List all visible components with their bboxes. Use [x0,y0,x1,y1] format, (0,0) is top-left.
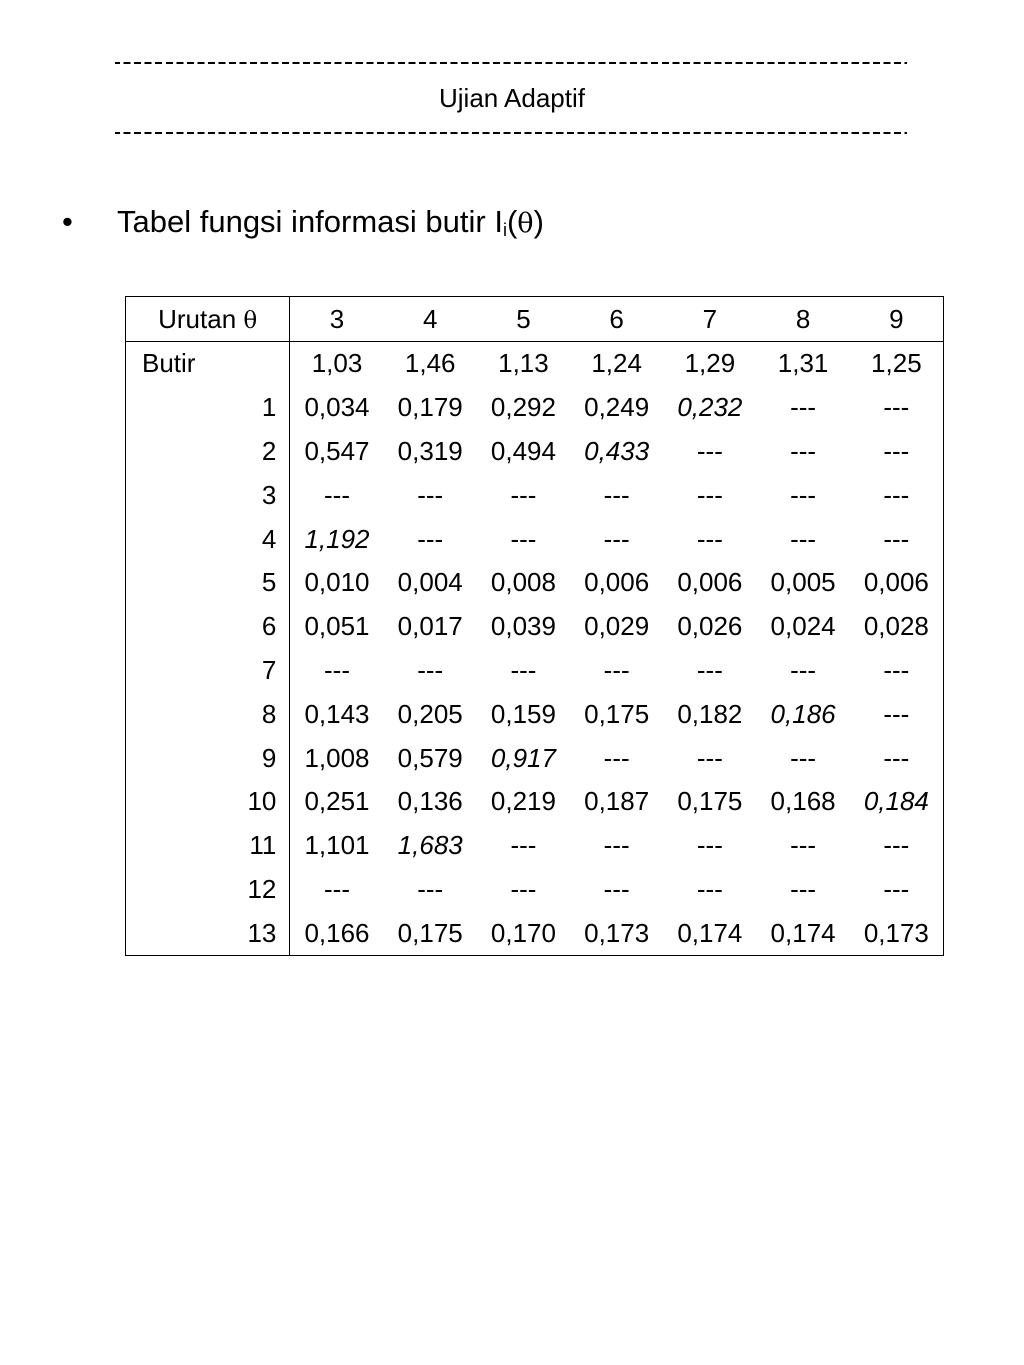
table-row [126,780,944,824]
info-value-cell: 0,175 [677,786,743,817]
theta-row-label: Butir [126,342,290,386]
info-value-cell: 0,136 [397,786,463,817]
table-row [126,911,944,955]
info-value-cell: 0,249 [584,392,650,423]
info-value-cell: 0,182 [677,698,743,729]
column-header: 9 [850,297,944,342]
info-value-cell: --- [883,698,910,729]
info-value-cell: --- [603,830,630,861]
bullet-heading [62,200,544,252]
item-number: 10 [126,780,290,824]
info-value-cell: --- [603,479,630,510]
info-value-cell: --- [883,654,910,685]
column-header: 5 [477,297,570,342]
column-header: 4 [384,297,477,342]
item-number: 1 [126,386,290,430]
theta-row [126,342,944,386]
info-value-cell: 0,173 [584,917,650,948]
info-value-cell: --- [510,654,537,685]
info-value-cell: 0,175 [397,917,463,948]
info-value-cell: --- [790,479,817,510]
information-function-table [125,296,944,956]
info-value-cell: 0,006 [677,567,743,598]
info-value-cell: 0,184 [863,786,929,817]
item-number: 3 [126,473,290,517]
info-value-cell: --- [883,435,910,466]
table-row [126,473,944,517]
info-value-cell: 0,319 [397,435,463,466]
info-value-cell: 0,232 [677,392,743,423]
theta-value: 1,24 [591,348,642,379]
info-value-cell: --- [790,742,817,773]
table-body [126,342,944,956]
info-value-cell: --- [790,654,817,685]
info-value-cell: 0,006 [863,567,929,598]
info-value-cell: 0,029 [584,611,650,642]
corner-header [126,297,290,342]
info-value-cell: --- [790,873,817,904]
info-value-cell: 0,004 [397,567,463,598]
theta-value: 1,25 [871,348,922,379]
bullet-text [117,200,544,252]
info-value-cell: --- [324,654,350,685]
table-row [126,692,944,736]
bullet-subscript: i [502,220,507,240]
info-value-cell: --- [696,435,723,466]
bullet-text-main: Tabel fungsi informasi butir I [117,204,503,239]
info-value-cell: 0,186 [770,698,836,729]
theta-value: 1,03 [311,348,363,379]
info-value-cell: --- [883,830,910,861]
info-value-cell: 0,017 [397,611,463,642]
info-value-cell: 0,143 [304,698,370,729]
table-row [126,605,944,649]
corner-theta: θ [243,307,258,334]
info-value-cell: 0,179 [397,392,463,423]
info-value-cell: 0,159 [490,698,556,729]
info-value-cell: --- [696,523,723,554]
item-number: 7 [126,649,290,693]
info-value-cell: --- [510,830,537,861]
info-value-cell: --- [603,654,630,685]
info-value-cell: --- [696,830,723,861]
info-value-cell: 0,251 [304,786,370,817]
info-value-cell: 0,547 [304,435,370,466]
item-number: 6 [126,605,290,649]
theta-value: 1,46 [404,348,456,379]
bullet-open-paren: ( [506,204,518,239]
info-value-cell: --- [324,479,350,510]
info-value-cell: --- [883,742,910,773]
theta-value: 1,31 [777,348,829,379]
info-value-cell: 0,175 [584,698,650,729]
info-value-cell: 1,101 [304,830,370,861]
column-header: 3 [290,297,384,342]
info-value-cell: 0,168 [770,786,836,817]
info-value-cell: --- [510,873,537,904]
info-value-cell: 0,034 [304,392,370,423]
info-value-cell: --- [603,873,630,904]
bullet-symbol: • [62,204,73,239]
info-value-cell: --- [696,479,723,510]
bullet-close-paren: ) [533,204,544,239]
info-value-cell: 0,010 [304,567,370,598]
table-header-row [126,297,944,342]
info-value-cell: 0,433 [584,435,650,466]
theta-value: 1,29 [684,348,736,379]
info-value-cell: --- [883,479,910,510]
info-value-cell: 0,024 [770,611,836,642]
info-value-cell: --- [603,523,630,554]
column-header: 8 [756,297,849,342]
table-row [126,868,944,912]
info-value-cell: 0,292 [490,392,556,423]
info-value-cell: 0,219 [490,786,556,817]
header-divider-bottom [115,132,907,134]
item-number: 2 [126,430,290,474]
info-value-cell: 0,174 [770,917,836,948]
info-value-cell: --- [510,523,537,554]
item-number: 11 [126,824,290,868]
column-header: 7 [663,297,756,342]
info-value-cell: --- [603,742,630,773]
item-number: 5 [126,561,290,605]
info-value-cell: 0,051 [304,611,370,642]
info-value-cell: 1,683 [397,830,463,861]
info-value-cell: 0,494 [490,435,556,466]
info-value-cell: --- [790,392,817,423]
table-row [126,736,944,780]
info-value-cell: --- [883,873,910,904]
info-value-cell: 0,008 [490,567,556,598]
info-value-cell: 0,170 [490,917,556,948]
header-divider-top [115,62,907,64]
table-row [126,824,944,868]
info-value-cell: --- [417,873,444,904]
info-value-cell: 0,173 [863,917,929,948]
theta-value: 1,13 [498,348,549,379]
info-value-cell: --- [417,523,444,554]
info-value-cell: 0,166 [304,917,370,948]
item-number: 8 [126,692,290,736]
info-value-cell: --- [696,654,723,685]
info-value-cell: --- [324,873,350,904]
info-value-cell: 0,174 [677,917,743,948]
item-number: 13 [126,911,290,955]
info-value-cell: 0,005 [770,567,836,598]
info-value-cell: --- [696,742,723,773]
item-number: 4 [126,517,290,561]
info-value-cell: 0,917 [490,742,556,773]
info-value-cell: 1,008 [304,742,370,773]
info-value-cell: --- [417,654,444,685]
info-value-cell: --- [883,392,910,423]
info-value-cell: 0,579 [397,742,463,773]
table-row [126,386,944,430]
table-row [126,649,944,693]
info-value-cell: --- [510,479,537,510]
column-header: 6 [570,297,663,342]
info-value-cell: 0,006 [584,567,650,598]
table-row [126,561,944,605]
info-value-cell: 0,205 [397,698,463,729]
info-value-cell: --- [417,479,444,510]
info-value-cell: 0,028 [863,611,929,642]
item-number: 12 [126,868,290,912]
info-value-cell: --- [790,523,817,554]
info-value-cell: 0,026 [677,611,743,642]
corner-label: Urutan [158,303,237,334]
info-value-cell: --- [696,873,723,904]
table-row [126,430,944,474]
info-value-cell: 0,039 [490,611,556,642]
info-value-cell: --- [790,830,817,861]
bullet-theta: θ [517,208,534,239]
item-number: 9 [126,736,290,780]
info-value-cell: 1,192 [304,523,370,554]
info-value-cell: --- [790,435,817,466]
table-row [126,517,944,561]
info-value-cell: --- [883,523,910,554]
page-title: Ujian Adaptif [439,83,585,113]
info-value-cell: 0,187 [584,786,650,817]
